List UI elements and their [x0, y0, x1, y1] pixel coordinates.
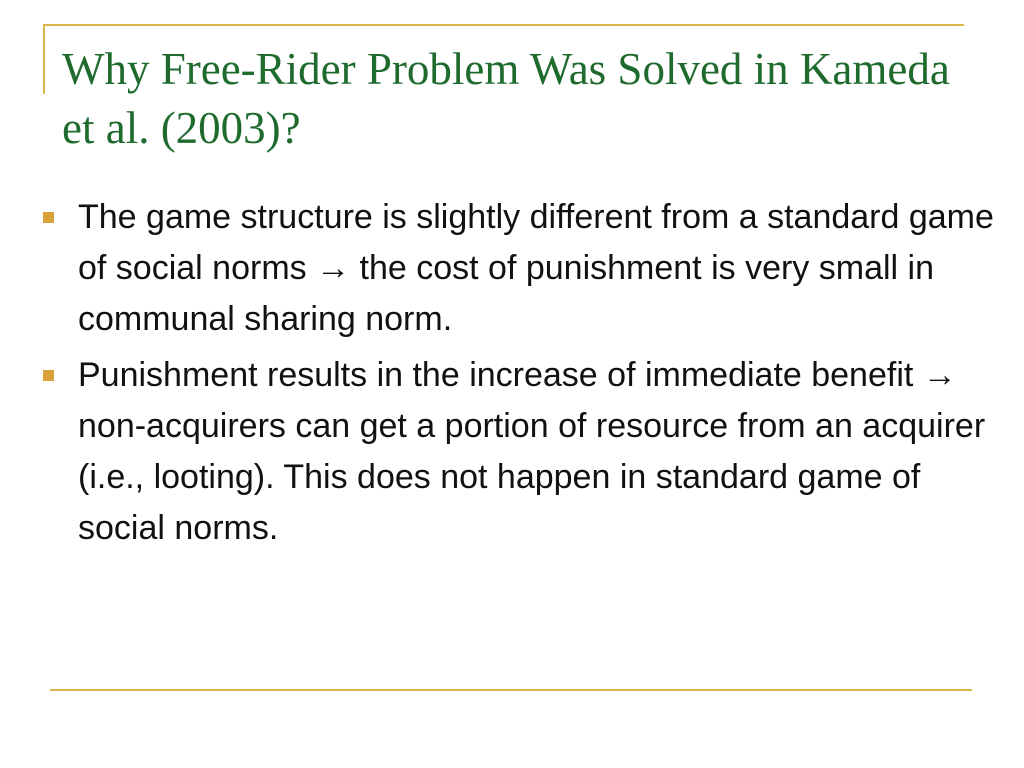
top-accent-line [43, 24, 964, 26]
square-bullet-icon [43, 212, 54, 223]
right-arrow-icon: → [316, 249, 351, 287]
bullet-list [40, 192, 1000, 559]
bullet-2-text-after-arrow: non-acquirers can get a portion of resource from an acquirer (i.e., looting). This does not happen in standard game of social norms. [78, 407, 986, 547]
bullet-1-text-after-arrow: the cost of punishment is very small in communal sharing norm. [78, 249, 935, 338]
slide-title: Why Free-Rider Problem Was Solved in Kameda et al. (2003)? [62, 44, 950, 153]
right-arrow-icon: → [922, 356, 957, 394]
left-accent-line [43, 24, 45, 94]
bottom-accent-line [50, 689, 972, 691]
bullet-item-2 [40, 350, 1000, 554]
square-bullet-icon [43, 370, 54, 381]
bullet-item-1 [40, 192, 1000, 345]
bullet-2-text-before-arrow: Punishment results in the increase of immediate benefit [78, 356, 923, 394]
bullet-1-text-before-arrow: The game structure is slightly different from a standard game of social norms [78, 198, 994, 287]
